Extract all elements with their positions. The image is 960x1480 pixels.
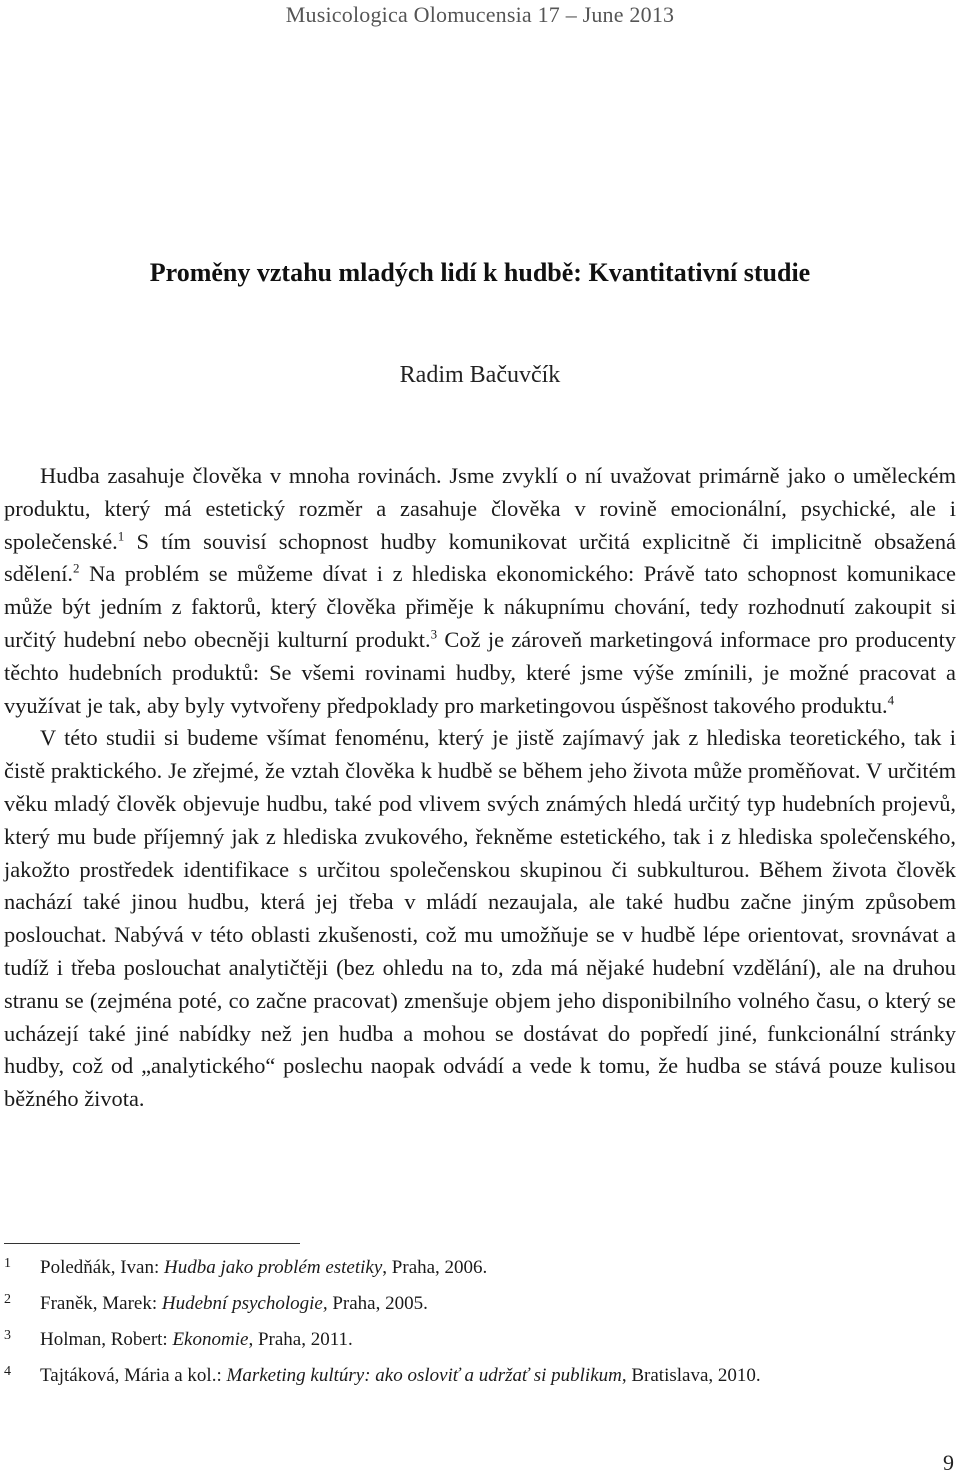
- footnote-number: 1: [4, 1256, 11, 1271]
- article-body: [4, 460, 956, 1116]
- footnote-number: 3: [4, 1328, 11, 1343]
- footnote-author: Franěk, Marek:: [40, 1293, 162, 1314]
- body-sentence: Hudba zasahuje člověka v mnoha rovinách. Jsme zvyklí o ní uvažovat primárně jako o uměleckém produktu, který má estetický rozměr a zasahuje člověka v rovině emocionální, psychické, ale i společenské.: [4, 463, 956, 554]
- footnote-reference-2[interactable]: 2: [73, 560, 80, 576]
- body-paragraph-2: V této studii si budeme všímat fenoménu, který je jistě zajímavý jak z hlediska teoretického, tak i čistě praktického. Je zřejmé, že vztah člověka k hudbě se během jeho života může proměňovat. V určitém věku mladý člověk objevuje hudbu, také pod vlivem svých známých hledá určitý typ hudebních projevů, který mu bude příjemný jak z hlediska zvukového, řekněme estetického, tak i z hlediska společenského, jakožto prostředek identifikace s určitou společenskou skupinou či subkulturou. Během života člověk nachází také jinou hudbu, která jej třeba v mládí nezaujala, ale také hudbu začne jiným způsobem poslouchat. Nabývá v této oblasti zkušenosti, což mu umožňuje se v hudbě lépe orientovat, srovnávat a tudíž i třeba poslouchat analytičtěji (bez ohledu na to, zda má nějaké hudební vzdělání), ale na druhou stranu se (zejména poté, co začne pracovat) zmenšuje objem jeho disponibilního volného času, o který se ucházejí také jiné nabídky než jen hudba a mohou se dostávat do popředí jiné, funkcionální stránky hudby, což od „analytického“ poslechu naopak odvádí a vede k tomu, že hudba se stává pouze kulisou běžného života.: [4, 725, 956, 1112]
- footnote-text: [40, 1256, 487, 1280]
- footnote-work-title: Ekonomie: [172, 1329, 249, 1350]
- footnote-reference-3[interactable]: 3: [430, 626, 438, 642]
- page-number: 9: [943, 1450, 954, 1475]
- footnote-text: [40, 1328, 353, 1352]
- footnote-2: [4, 1292, 944, 1328]
- footnote-reference-1[interactable]: 1: [117, 528, 125, 544]
- footnote-number: 4: [4, 1364, 11, 1379]
- footnote-publication: , Praha, 2006.: [382, 1257, 488, 1278]
- footnotes: [4, 1256, 944, 1400]
- article-author: Radim Bačuvčík: [399, 362, 561, 388]
- footnote-1: [4, 1256, 944, 1292]
- footnote-divider: [4, 1243, 300, 1244]
- footnote-work-title: Marketing kultúry: ako osloviť a udržať si publikum: [226, 1365, 622, 1386]
- footnote-3: [4, 1328, 944, 1364]
- footnote-text: [40, 1292, 428, 1316]
- running-header: Musicologica Olomucensia 17 – June 2013: [285, 2, 675, 27]
- article-title: Proměny vztahu mladých lidí k hudbě: Kvantitativní studie: [149, 258, 811, 287]
- footnote-publication: Praha, 2005.: [327, 1293, 428, 1314]
- body-paragraph-1: [4, 460, 956, 722]
- footnote-author: Poledňák, Ivan:: [40, 1257, 165, 1278]
- footnote-4: [4, 1364, 944, 1400]
- footnote-publication: , Bratislava, 2010.: [621, 1365, 761, 1386]
- body-sentence: S tím souvisí schopnost hudby komunikovat určitá explicitně či implicitně obsažená sdělení.: [4, 528, 956, 587]
- footnote-publication: , Praha, 2011.: [248, 1329, 353, 1350]
- body-sentence: Na problém se můžeme dívat i z hlediska ekonomického: Právě tato schopnost komunikace může být jedním z faktorů, který člověka přiměje k nákupnímu chování, tedy rozhodnutí zakoupit si určitý hudební nebo obecněji kulturní produkt.: [4, 561, 956, 652]
- footnote-work-title: Hudba jako problém estetiky: [164, 1257, 383, 1278]
- footnote-text: [40, 1364, 761, 1388]
- footnote-work-title: Hudební psychologie,: [161, 1293, 328, 1314]
- body-sentence: Což je zároveň marketingová informace pro producenty těchto hudebních produktů: Se všemi rovinami hudby, které jsme výše zmínili, je možné pracovat a využívat je tak, aby byly vytvořeny předpoklady pro marketingovou úspěšnost takového produktu.: [4, 626, 956, 718]
- footnote-reference-4[interactable]: 4: [887, 692, 895, 708]
- footnote-author: Holman, Robert:: [40, 1329, 173, 1350]
- footnote-number: 2: [4, 1292, 11, 1307]
- footnote-author: Tajtáková, Mária a kol.:: [40, 1365, 227, 1386]
